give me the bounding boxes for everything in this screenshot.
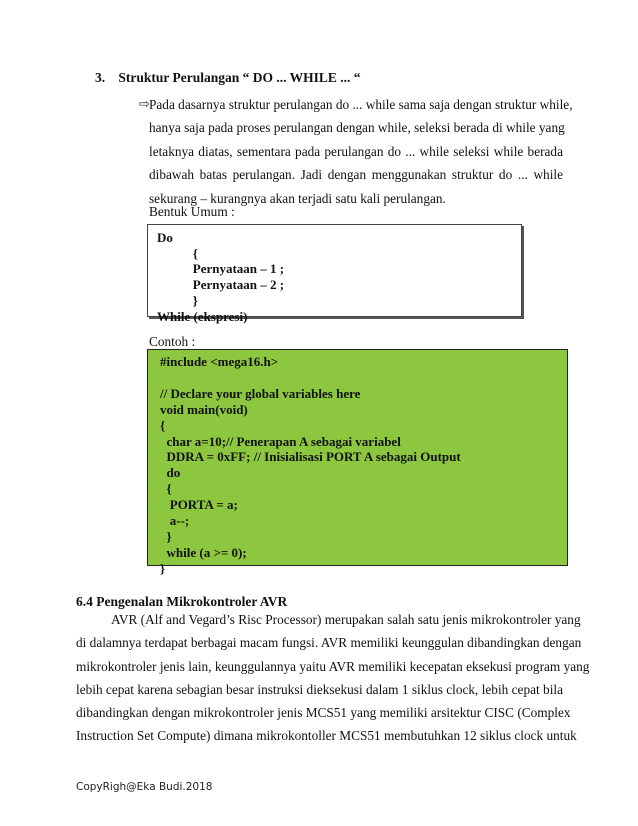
paragraph-line: sekurang – kurangnya akan terjadi satu kali perulangan. (149, 190, 446, 206)
section-6-4-heading: 6.4 Pengenalan Mikrokontroler AVR (76, 594, 288, 609)
example-code: #include <mega16.h> // Declare your global variables here void main(void) { char a=10;// Penerapan A sebagai variabel DDRA = 0xFF; // Inisialisasi PORT A sebagai Output do { PORTA = a; a--; } while (a >= 0); } (160, 354, 461, 576)
section-3-number: 3. (95, 70, 106, 85)
paragraph-line: lebih cepat karena sebagian besar instruksi dieksekusi dalam 1 siklus clock, lebih cepat bila (76, 681, 563, 697)
paragraph-line: dibawah batas perulangan. Jadi dengan menggunakan struktur do ... while (149, 167, 563, 183)
paragraph-line: AVR (Alf and Vegard’s Risc Processor) merupakan salah satu jenis mikrokontroler yang (111, 612, 581, 627)
contoh-label: Contoh : (149, 334, 196, 349)
general-form-code-box (147, 224, 522, 324)
paragraph-line: letaknya diatas, sementara pada perulangan do ... while seleksi while berada (149, 143, 563, 159)
bentuk-umum-label: Bentuk Umum : (149, 204, 235, 219)
paragraph-line: mikrokontroler jenis lain, keunggulannya yaitu AVR memiliki kecepatan eksekusi program yang (76, 658, 590, 674)
general-form-code: Do { Pernyataan – 1 ; Pernyataan – 2 ; } While (ekspresi) (157, 230, 285, 324)
avr-intro-paragraph (76, 608, 590, 748)
paragraph-line: di dalamnya terdapat berbagai macam fungsi. AVR memiliki keunggulan dibandingkan dengan (76, 635, 582, 651)
section-3-heading (95, 70, 361, 86)
do-while-explanation-paragraph (149, 93, 573, 210)
paragraph-line: hanya saja pada proses perulangan dengan while, seleksi berada di while yang (149, 120, 565, 136)
page-footer: CopyRigh@Eka Budi.2018 (76, 781, 213, 793)
example-code-box (147, 349, 568, 576)
hollow-right-arrow-icon: ⇨ (139, 97, 150, 112)
paragraph-line: Pada dasarnya struktur perulangan do ... while sama saja dengan struktur while, (149, 97, 573, 112)
section-3-title: Struktur Perulangan “ DO ... WHILE ... “ (118, 70, 361, 85)
paragraph-line: dibandingkan dengan mikrokontroler jenis MCS51 yang memiliki arsitektur CISC (Complex (76, 705, 571, 721)
paragraph-line: Instruction Set Compute) dimana mikrokontoller MCS51 membutuhkan 12 siklus clock untuk (76, 728, 577, 744)
